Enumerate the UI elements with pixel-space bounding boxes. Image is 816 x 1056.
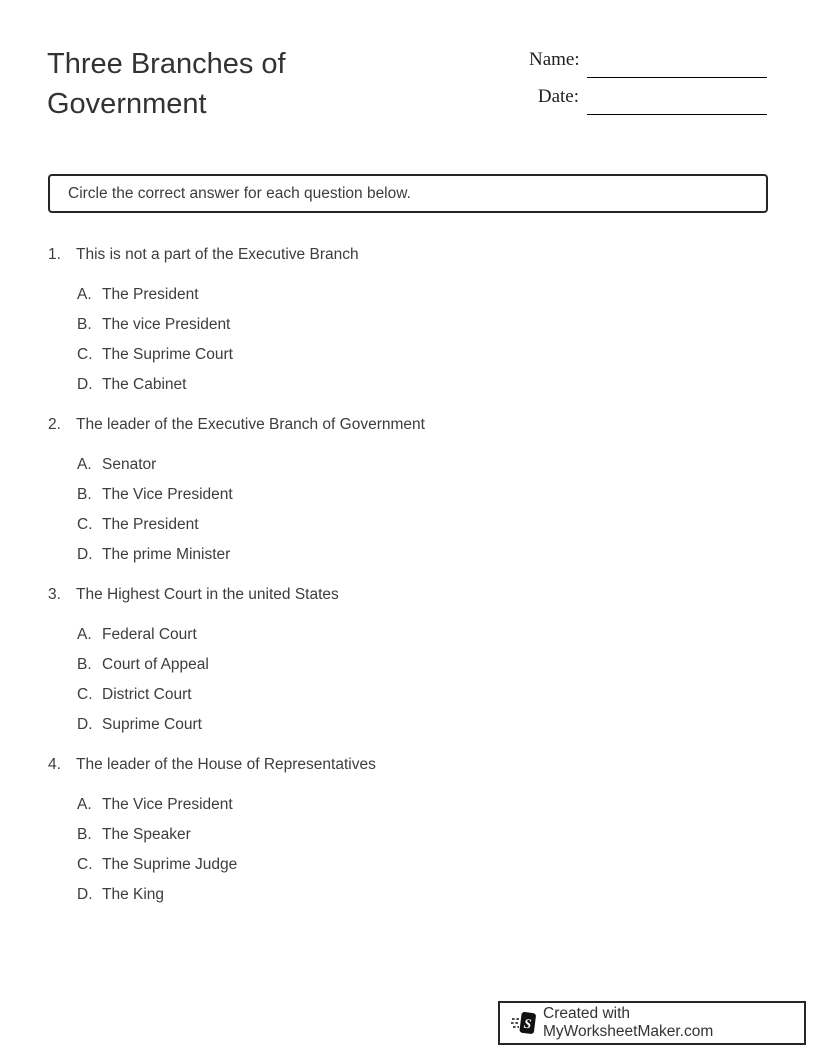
- option-text: The Vice President: [102, 486, 233, 503]
- worksheetmaker-logo-icon: [511, 1010, 537, 1036]
- question-number: 4.: [48, 756, 61, 773]
- question-head: [48, 584, 768, 605]
- option-row: [77, 544, 768, 565]
- option-row: [77, 454, 768, 475]
- option-row: [77, 654, 768, 675]
- option-letter: B.: [77, 826, 92, 843]
- footer-badge: [498, 1001, 806, 1045]
- header-fields: [529, 49, 769, 123]
- option-list: [48, 284, 768, 395]
- option-row: [77, 854, 768, 875]
- instruction-text: Circle the correct answer for each question below.: [68, 184, 411, 202]
- option-row: [77, 714, 768, 735]
- option-row: [77, 884, 768, 905]
- option-letter: B.: [77, 656, 92, 673]
- option-letter: D.: [77, 716, 93, 733]
- option-text: The Suprime Court: [102, 346, 233, 363]
- page-title-line-1: Three Branches of: [47, 48, 286, 80]
- option-text: The Vice President: [102, 796, 233, 813]
- option-text: Senator: [102, 456, 157, 473]
- option-letter: C.: [77, 856, 93, 873]
- question-number: 1.: [48, 246, 61, 263]
- question-head: [48, 244, 768, 265]
- option-row: [77, 344, 768, 365]
- option-text: District Court: [102, 686, 192, 703]
- question-number: 2.: [48, 416, 61, 433]
- option-row: [77, 314, 768, 335]
- question-item-4: [48, 754, 768, 905]
- option-list: [48, 794, 768, 905]
- option-row: [77, 794, 768, 815]
- option-row: [77, 684, 768, 705]
- page-title: [47, 44, 286, 124]
- question-item-3: [48, 584, 768, 735]
- name-field-label: Name:: [529, 49, 580, 70]
- option-list: [48, 454, 768, 565]
- option-letter: C.: [77, 346, 93, 363]
- page-title-line-2: Government: [47, 88, 207, 120]
- option-text: The President: [102, 286, 199, 303]
- question-list: [48, 244, 768, 924]
- option-row: [77, 374, 768, 395]
- option-text: Court of Appeal: [102, 656, 209, 673]
- option-letter: B.: [77, 316, 92, 333]
- option-row: [77, 624, 768, 645]
- option-letter: A.: [77, 796, 92, 813]
- name-field-blank-line: [587, 50, 767, 78]
- option-letter: C.: [77, 686, 93, 703]
- instruction-box: [48, 174, 768, 213]
- option-letter: C.: [77, 516, 93, 533]
- option-row: [77, 284, 768, 305]
- option-letter: B.: [77, 486, 92, 503]
- option-text: Suprime Court: [102, 716, 202, 733]
- option-text: The Cabinet: [102, 376, 187, 393]
- option-letter: A.: [77, 626, 92, 643]
- name-field-row: [529, 49, 769, 78]
- question-number: 3.: [48, 586, 61, 603]
- question-text: This is not a part of the Executive Branch: [76, 246, 359, 263]
- question-item-1: [48, 244, 768, 395]
- option-letter: A.: [77, 456, 92, 473]
- option-letter: D.: [77, 376, 93, 393]
- question-text: The Highest Court in the united States: [76, 586, 339, 603]
- svg-text:S: S: [523, 1015, 533, 1032]
- option-row: [77, 824, 768, 845]
- option-text: The President: [102, 516, 199, 533]
- question-item-2: [48, 414, 768, 565]
- option-letter: D.: [77, 886, 93, 903]
- option-letter: A.: [77, 286, 92, 303]
- option-text: The King: [102, 886, 165, 903]
- option-row: [77, 514, 768, 535]
- option-text: The vice President: [102, 316, 231, 333]
- date-field-row: [529, 86, 769, 115]
- option-list: [48, 624, 768, 735]
- question-text: The leader of the House of Representatives: [76, 756, 376, 773]
- date-field-label: Date:: [537, 86, 579, 107]
- footer-badge-text: Created with MyWorksheetMaker.com: [543, 1005, 714, 1040]
- option-letter: D.: [77, 546, 93, 563]
- option-text: The prime Minister: [102, 546, 231, 563]
- question-head: [48, 754, 768, 775]
- option-text: The Suprime Judge: [102, 856, 238, 873]
- option-row: [77, 484, 768, 505]
- date-field-blank-line: [587, 87, 767, 115]
- option-text: Federal Court: [102, 626, 197, 643]
- question-text: The leader of the Executive Branch of Government: [76, 416, 425, 433]
- question-head: [48, 414, 768, 435]
- option-text: The Speaker: [102, 826, 191, 843]
